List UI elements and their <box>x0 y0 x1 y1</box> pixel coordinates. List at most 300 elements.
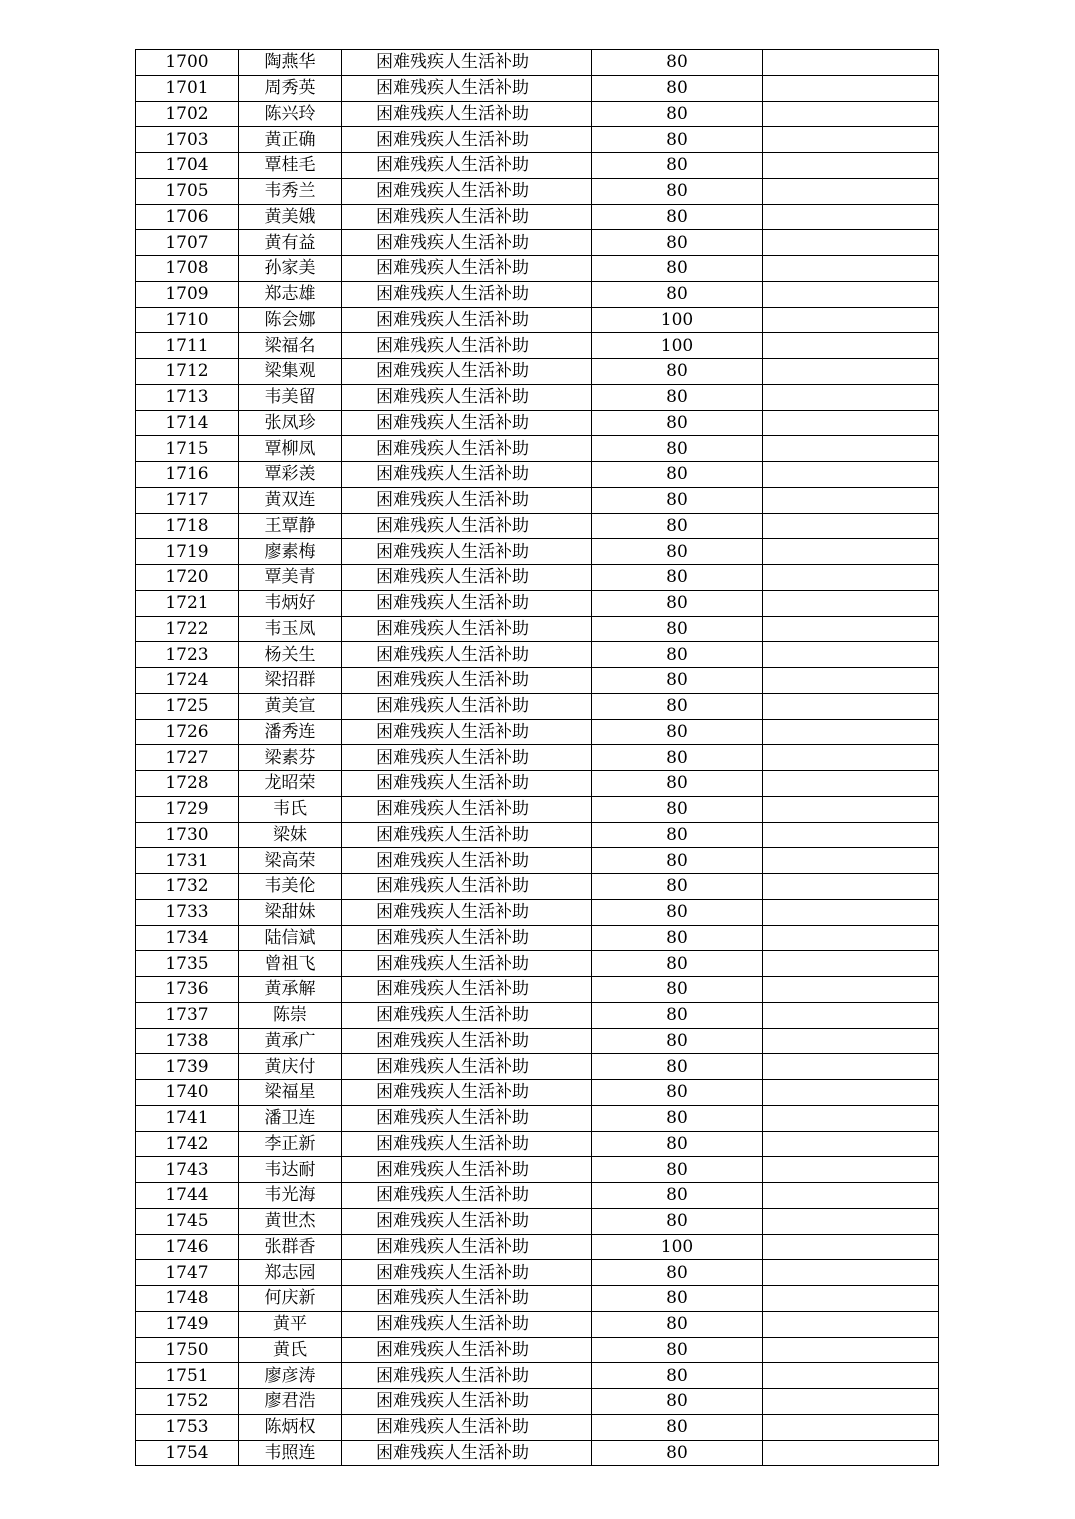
cell-recipient-name: 黄正确 <box>239 127 342 153</box>
cell-amount: 80 <box>592 1363 763 1389</box>
table-row <box>136 256 939 282</box>
cell-amount: 80 <box>592 848 763 874</box>
table-row <box>136 899 939 925</box>
cell-subsidy-type: 困难残疾人生活补助 <box>342 925 592 951</box>
cell-recipient-name: 梁甜妹 <box>239 899 342 925</box>
table-row <box>136 616 939 642</box>
cell-recipient-name: 梁招群 <box>239 668 342 694</box>
table-row <box>136 1002 939 1028</box>
cell-recipient-name: 韦光海 <box>239 1183 342 1209</box>
cell-remark <box>763 178 939 204</box>
table-row <box>136 668 939 694</box>
cell-remark <box>763 1440 939 1466</box>
cell-serial-number: 1726 <box>136 719 239 745</box>
cell-recipient-name: 韦炳好 <box>239 590 342 616</box>
cell-recipient-name: 黄美娥 <box>239 204 342 230</box>
cell-remark <box>763 848 939 874</box>
cell-serial-number: 1743 <box>136 1157 239 1183</box>
cell-recipient-name: 黄庆付 <box>239 1054 342 1080</box>
cell-recipient-name: 陈崇 <box>239 1002 342 1028</box>
cell-recipient-name: 陶燕华 <box>239 50 342 76</box>
cell-serial-number: 1715 <box>136 436 239 462</box>
table-row <box>136 1080 939 1106</box>
cell-recipient-name: 王覃静 <box>239 513 342 539</box>
cell-amount: 80 <box>592 693 763 719</box>
cell-amount: 80 <box>592 384 763 410</box>
cell-recipient-name: 梁素芬 <box>239 745 342 771</box>
table-row <box>136 75 939 101</box>
cell-subsidy-type: 困难残疾人生活补助 <box>342 127 592 153</box>
cell-subsidy-type: 困难残疾人生活补助 <box>342 1414 592 1440</box>
cell-recipient-name: 韦秀兰 <box>239 178 342 204</box>
cell-serial-number: 1703 <box>136 127 239 153</box>
table-row <box>136 127 939 153</box>
cell-recipient-name: 覃美青 <box>239 565 342 591</box>
table-row <box>136 693 939 719</box>
cell-serial-number: 1704 <box>136 153 239 179</box>
cell-serial-number: 1737 <box>136 1002 239 1028</box>
cell-remark <box>763 771 939 797</box>
cell-amount: 80 <box>592 436 763 462</box>
cell-remark <box>763 50 939 76</box>
cell-subsidy-type: 困难残疾人生活补助 <box>342 590 592 616</box>
cell-subsidy-type: 困难残疾人生活补助 <box>342 1440 592 1466</box>
cell-amount: 80 <box>592 1105 763 1131</box>
table-row <box>136 50 939 76</box>
cell-recipient-name: 潘秀连 <box>239 719 342 745</box>
cell-subsidy-type: 困难残疾人生活补助 <box>342 1311 592 1337</box>
table-row <box>136 1234 939 1260</box>
cell-remark <box>763 1028 939 1054</box>
cell-remark <box>763 1157 939 1183</box>
cell-amount: 80 <box>592 1389 763 1415</box>
cell-amount: 80 <box>592 410 763 436</box>
cell-recipient-name: 韦氏 <box>239 796 342 822</box>
cell-serial-number: 1750 <box>136 1337 239 1363</box>
cell-subsidy-type: 困难残疾人生活补助 <box>342 436 592 462</box>
cell-recipient-name: 张群香 <box>239 1234 342 1260</box>
cell-amount: 80 <box>592 1002 763 1028</box>
cell-remark <box>763 719 939 745</box>
cell-amount: 80 <box>592 1157 763 1183</box>
cell-recipient-name: 梁集观 <box>239 359 342 385</box>
cell-subsidy-type: 困难残疾人生活补助 <box>342 539 592 565</box>
cell-serial-number: 1730 <box>136 822 239 848</box>
cell-subsidy-type: 困难残疾人生活补助 <box>342 1080 592 1106</box>
cell-subsidy-type: 困难残疾人生活补助 <box>342 642 592 668</box>
table-row <box>136 513 939 539</box>
cell-amount: 80 <box>592 1080 763 1106</box>
table-row <box>136 951 939 977</box>
cell-serial-number: 1711 <box>136 333 239 359</box>
cell-recipient-name: 孙家美 <box>239 256 342 282</box>
table-row <box>136 1389 939 1415</box>
cell-recipient-name: 黄世杰 <box>239 1208 342 1234</box>
cell-recipient-name: 周秀英 <box>239 75 342 101</box>
table-body <box>136 50 939 1466</box>
cell-amount: 80 <box>592 1054 763 1080</box>
cell-remark <box>763 796 939 822</box>
cell-amount: 80 <box>592 204 763 230</box>
cell-serial-number: 1701 <box>136 75 239 101</box>
table-row <box>136 745 939 771</box>
cell-serial-number: 1738 <box>136 1028 239 1054</box>
cell-recipient-name: 陈炳权 <box>239 1414 342 1440</box>
table-row <box>136 1260 939 1286</box>
cell-amount: 80 <box>592 178 763 204</box>
cell-recipient-name: 潘卫连 <box>239 1105 342 1131</box>
cell-amount: 80 <box>592 771 763 797</box>
cell-recipient-name: 廖素梅 <box>239 539 342 565</box>
cell-remark <box>763 1105 939 1131</box>
cell-amount: 80 <box>592 565 763 591</box>
cell-amount: 100 <box>592 307 763 333</box>
cell-serial-number: 1731 <box>136 848 239 874</box>
cell-recipient-name: 韦达耐 <box>239 1157 342 1183</box>
cell-serial-number: 1751 <box>136 1363 239 1389</box>
table-row <box>136 436 939 462</box>
cell-subsidy-type: 困难残疾人生活补助 <box>342 899 592 925</box>
table-row <box>136 539 939 565</box>
cell-subsidy-type: 困难残疾人生活补助 <box>342 75 592 101</box>
table-row <box>136 204 939 230</box>
cell-amount: 80 <box>592 539 763 565</box>
cell-remark <box>763 230 939 256</box>
cell-recipient-name: 黄氏 <box>239 1337 342 1363</box>
table-row <box>136 1208 939 1234</box>
cell-subsidy-type: 困难残疾人生活补助 <box>342 1286 592 1312</box>
cell-remark <box>763 359 939 385</box>
cell-amount: 80 <box>592 616 763 642</box>
cell-remark <box>763 616 939 642</box>
cell-remark <box>763 1234 939 1260</box>
cell-remark <box>763 874 939 900</box>
cell-subsidy-type: 困难残疾人生活补助 <box>342 487 592 513</box>
cell-amount: 80 <box>592 1337 763 1363</box>
cell-remark <box>763 1337 939 1363</box>
cell-serial-number: 1734 <box>136 925 239 951</box>
cell-subsidy-type: 困难残疾人生活补助 <box>342 307 592 333</box>
table-row <box>136 410 939 436</box>
cell-serial-number: 1736 <box>136 977 239 1003</box>
cell-amount: 80 <box>592 281 763 307</box>
cell-subsidy-type: 困难残疾人生活补助 <box>342 50 592 76</box>
cell-serial-number: 1729 <box>136 796 239 822</box>
cell-remark <box>763 487 939 513</box>
cell-amount: 80 <box>592 1414 763 1440</box>
cell-recipient-name: 韦玉凤 <box>239 616 342 642</box>
cell-serial-number: 1732 <box>136 874 239 900</box>
cell-amount: 80 <box>592 230 763 256</box>
cell-recipient-name: 郑志园 <box>239 1260 342 1286</box>
cell-amount: 80 <box>592 1131 763 1157</box>
cell-amount: 80 <box>592 50 763 76</box>
table-row <box>136 1183 939 1209</box>
table-row <box>136 1414 939 1440</box>
cell-subsidy-type: 困难残疾人生活补助 <box>342 565 592 591</box>
cell-serial-number: 1717 <box>136 487 239 513</box>
cell-serial-number: 1723 <box>136 642 239 668</box>
cell-subsidy-type: 困难残疾人生活补助 <box>342 333 592 359</box>
cell-serial-number: 1706 <box>136 204 239 230</box>
cell-subsidy-type: 困难残疾人生活补助 <box>342 1002 592 1028</box>
cell-serial-number: 1727 <box>136 745 239 771</box>
cell-subsidy-type: 困难残疾人生活补助 <box>342 977 592 1003</box>
cell-serial-number: 1747 <box>136 1260 239 1286</box>
cell-serial-number: 1712 <box>136 359 239 385</box>
cell-remark <box>763 384 939 410</box>
table-row <box>136 281 939 307</box>
cell-serial-number: 1745 <box>136 1208 239 1234</box>
table-row <box>136 333 939 359</box>
table-row <box>136 1337 939 1363</box>
cell-remark <box>763 75 939 101</box>
cell-recipient-name: 杨关生 <box>239 642 342 668</box>
cell-serial-number: 1746 <box>136 1234 239 1260</box>
cell-amount: 80 <box>592 487 763 513</box>
cell-serial-number: 1719 <box>136 539 239 565</box>
cell-remark <box>763 204 939 230</box>
cell-remark <box>763 1363 939 1389</box>
cell-recipient-name: 龙昭荣 <box>239 771 342 797</box>
cell-remark <box>763 127 939 153</box>
cell-serial-number: 1709 <box>136 281 239 307</box>
cell-remark <box>763 281 939 307</box>
cell-subsidy-type: 困难残疾人生活补助 <box>342 410 592 436</box>
cell-remark <box>763 822 939 848</box>
table-row <box>136 771 939 797</box>
cell-remark <box>763 410 939 436</box>
cell-remark <box>763 1389 939 1415</box>
cell-remark <box>763 307 939 333</box>
cell-recipient-name: 黄美宣 <box>239 693 342 719</box>
table-row <box>136 1054 939 1080</box>
cell-amount: 80 <box>592 951 763 977</box>
cell-subsidy-type: 困难残疾人生活补助 <box>342 1054 592 1080</box>
cell-subsidy-type: 困难残疾人生活补助 <box>342 745 592 771</box>
cell-remark <box>763 101 939 127</box>
cell-amount: 80 <box>592 874 763 900</box>
cell-subsidy-type: 困难残疾人生活补助 <box>342 822 592 848</box>
cell-recipient-name: 覃桂毛 <box>239 153 342 179</box>
cell-amount: 80 <box>592 1260 763 1286</box>
cell-serial-number: 1710 <box>136 307 239 333</box>
cell-remark <box>763 1131 939 1157</box>
cell-remark <box>763 513 939 539</box>
cell-serial-number: 1749 <box>136 1311 239 1337</box>
cell-amount: 80 <box>592 1286 763 1312</box>
cell-recipient-name: 黄平 <box>239 1311 342 1337</box>
cell-subsidy-type: 困难残疾人生活补助 <box>342 693 592 719</box>
cell-subsidy-type: 困难残疾人生活补助 <box>342 384 592 410</box>
cell-remark <box>763 1414 939 1440</box>
cell-amount: 80 <box>592 977 763 1003</box>
cell-subsidy-type: 困难残疾人生活补助 <box>342 101 592 127</box>
cell-remark <box>763 1208 939 1234</box>
cell-recipient-name: 陈会娜 <box>239 307 342 333</box>
table-row <box>136 1311 939 1337</box>
cell-subsidy-type: 困难残疾人生活补助 <box>342 1208 592 1234</box>
table-row <box>136 796 939 822</box>
table-row <box>136 1131 939 1157</box>
cell-serial-number: 1748 <box>136 1286 239 1312</box>
table-row <box>136 1363 939 1389</box>
cell-serial-number: 1713 <box>136 384 239 410</box>
table-row <box>136 1028 939 1054</box>
cell-remark <box>763 565 939 591</box>
cell-remark <box>763 1002 939 1028</box>
cell-serial-number: 1735 <box>136 951 239 977</box>
cell-remark <box>763 1080 939 1106</box>
cell-serial-number: 1739 <box>136 1054 239 1080</box>
table-row <box>136 487 939 513</box>
cell-remark <box>763 693 939 719</box>
cell-subsidy-type: 困难残疾人生活补助 <box>342 874 592 900</box>
table-row <box>136 590 939 616</box>
cell-amount: 80 <box>592 462 763 488</box>
cell-amount: 80 <box>592 719 763 745</box>
cell-amount: 80 <box>592 796 763 822</box>
cell-recipient-name: 黄承广 <box>239 1028 342 1054</box>
cell-remark <box>763 951 939 977</box>
cell-subsidy-type: 困难残疾人生活补助 <box>342 1157 592 1183</box>
cell-subsidy-type: 困难残疾人生活补助 <box>342 848 592 874</box>
cell-remark <box>763 462 939 488</box>
cell-recipient-name: 梁高荣 <box>239 848 342 874</box>
table-row <box>136 384 939 410</box>
table-row <box>136 925 939 951</box>
cell-remark <box>763 668 939 694</box>
table-row <box>136 822 939 848</box>
cell-subsidy-type: 困难残疾人生活补助 <box>342 1389 592 1415</box>
cell-subsidy-type: 困难残疾人生活补助 <box>342 1234 592 1260</box>
table-row <box>136 1286 939 1312</box>
cell-subsidy-type: 困难残疾人生活补助 <box>342 1363 592 1389</box>
cell-remark <box>763 539 939 565</box>
cell-remark <box>763 1311 939 1337</box>
cell-remark <box>763 436 939 462</box>
cell-amount: 80 <box>592 822 763 848</box>
cell-amount: 80 <box>592 256 763 282</box>
cell-recipient-name: 陆信斌 <box>239 925 342 951</box>
cell-subsidy-type: 困难残疾人生活补助 <box>342 1337 592 1363</box>
cell-amount: 80 <box>592 359 763 385</box>
cell-recipient-name: 黄有益 <box>239 230 342 256</box>
cell-remark <box>763 256 939 282</box>
cell-remark <box>763 899 939 925</box>
cell-recipient-name: 黄双连 <box>239 487 342 513</box>
cell-subsidy-type: 困难残疾人生活补助 <box>342 462 592 488</box>
cell-recipient-name: 李正新 <box>239 1131 342 1157</box>
table-row <box>136 101 939 127</box>
cell-remark <box>763 977 939 1003</box>
table-row <box>136 874 939 900</box>
cell-amount: 80 <box>592 642 763 668</box>
cell-remark <box>763 925 939 951</box>
cell-recipient-name: 韦美留 <box>239 384 342 410</box>
table-row <box>136 1105 939 1131</box>
cell-recipient-name: 梁妹 <box>239 822 342 848</box>
cell-serial-number: 1707 <box>136 230 239 256</box>
cell-serial-number: 1733 <box>136 899 239 925</box>
cell-serial-number: 1742 <box>136 1131 239 1157</box>
table-row <box>136 1440 939 1466</box>
table-row <box>136 230 939 256</box>
cell-remark <box>763 153 939 179</box>
cell-subsidy-type: 困难残疾人生活补助 <box>342 1131 592 1157</box>
cell-subsidy-type: 困难残疾人生活补助 <box>342 153 592 179</box>
cell-serial-number: 1728 <box>136 771 239 797</box>
table-row <box>136 153 939 179</box>
cell-amount: 80 <box>592 1208 763 1234</box>
cell-serial-number: 1721 <box>136 590 239 616</box>
cell-serial-number: 1754 <box>136 1440 239 1466</box>
cell-remark <box>763 745 939 771</box>
cell-serial-number: 1705 <box>136 178 239 204</box>
cell-remark <box>763 642 939 668</box>
cell-serial-number: 1725 <box>136 693 239 719</box>
subsidy-table <box>135 49 939 1466</box>
cell-subsidy-type: 困难残疾人生活补助 <box>342 204 592 230</box>
cell-subsidy-type: 困难残疾人生活补助 <box>342 256 592 282</box>
cell-recipient-name: 黄承解 <box>239 977 342 1003</box>
table-row <box>136 719 939 745</box>
cell-amount: 80 <box>592 745 763 771</box>
table-row <box>136 1157 939 1183</box>
cell-recipient-name: 廖君浩 <box>239 1389 342 1415</box>
cell-subsidy-type: 困难残疾人生活补助 <box>342 796 592 822</box>
table-row <box>136 848 939 874</box>
cell-remark <box>763 1183 939 1209</box>
cell-amount: 80 <box>592 925 763 951</box>
cell-amount: 100 <box>592 1234 763 1260</box>
cell-recipient-name: 韦美伦 <box>239 874 342 900</box>
table-row <box>136 642 939 668</box>
cell-recipient-name: 梁福名 <box>239 333 342 359</box>
cell-remark <box>763 1260 939 1286</box>
cell-amount: 80 <box>592 1028 763 1054</box>
cell-amount: 80 <box>592 75 763 101</box>
cell-subsidy-type: 困难残疾人生活补助 <box>342 513 592 539</box>
cell-subsidy-type: 困难残疾人生活补助 <box>342 1105 592 1131</box>
cell-remark <box>763 333 939 359</box>
cell-subsidy-type: 困难残疾人生活补助 <box>342 359 592 385</box>
cell-subsidy-type: 困难残疾人生活补助 <box>342 616 592 642</box>
cell-remark <box>763 1286 939 1312</box>
cell-recipient-name: 廖彦涛 <box>239 1363 342 1389</box>
cell-recipient-name: 陈兴玲 <box>239 101 342 127</box>
cell-recipient-name: 何庆新 <box>239 1286 342 1312</box>
cell-subsidy-type: 困难残疾人生活补助 <box>342 1028 592 1054</box>
table-row <box>136 359 939 385</box>
cell-amount: 80 <box>592 153 763 179</box>
cell-subsidy-type: 困难残疾人生活补助 <box>342 230 592 256</box>
cell-serial-number: 1714 <box>136 410 239 436</box>
cell-serial-number: 1716 <box>136 462 239 488</box>
cell-subsidy-type: 困难残疾人生活补助 <box>342 1260 592 1286</box>
cell-subsidy-type: 困难残疾人生活补助 <box>342 178 592 204</box>
cell-serial-number: 1718 <box>136 513 239 539</box>
cell-amount: 80 <box>592 668 763 694</box>
cell-remark <box>763 1054 939 1080</box>
cell-recipient-name: 张凤珍 <box>239 410 342 436</box>
cell-subsidy-type: 困难残疾人生活补助 <box>342 951 592 977</box>
cell-amount: 80 <box>592 899 763 925</box>
cell-serial-number: 1724 <box>136 668 239 694</box>
cell-subsidy-type: 困难残疾人生活补助 <box>342 281 592 307</box>
table-row <box>136 462 939 488</box>
table-row <box>136 178 939 204</box>
